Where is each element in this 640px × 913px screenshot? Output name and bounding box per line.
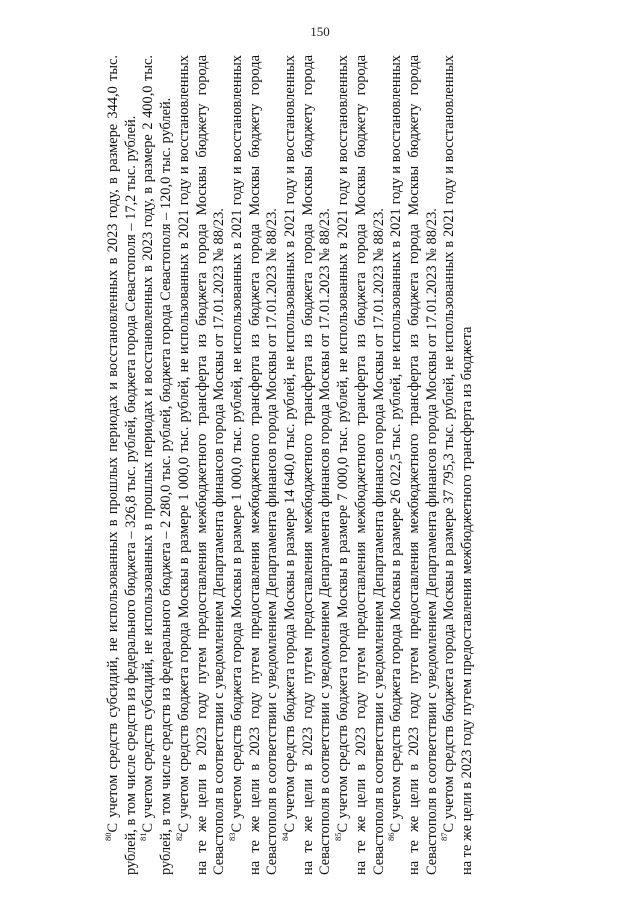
footnote-text: С учетом средств бюджета города Москвы в размере 7 000,0 тыс. рублей, не использованных в 2021 году и восстановленных на те же цели в 2023 году путем предоставления межбюджетного трансферта из бюджета города Москвы бюджету города Севастополя в соответствии с уведомлением Департамента финансов города Москвы от 17.01.2023 № 88/23. bbox=[335, 55, 387, 875]
footnote-86 bbox=[388, 55, 441, 875]
footnote-marker: 87 bbox=[439, 832, 450, 841]
footnotes-block bbox=[105, 55, 477, 875]
footnote-text: С учетом средств бюджета города Москвы в размере 26 022,5 тыс. рублей, не использованных в 2021 году и восстановленных на те же цели в 2023 году путем предоставления межбюджетного трансферта из бюджета города Москвы бюджету города Севастополя в соответствии с уведомлением Департамента финансов города Москвы от 17.01.2023 № 88/23. bbox=[388, 55, 440, 875]
footnote-81 bbox=[140, 55, 175, 875]
footnote-84 bbox=[282, 55, 335, 875]
footnote-83 bbox=[229, 55, 282, 875]
footnote-text: С учетом средств бюджета города Москвы в размере 1 000,0 тыс. рублей, не использованных в 2021 году и восстановленных на те же цели в 2023 году путем предоставления межбюджетного трансферта из бюджета города Москвы бюджету города Севастополя в соответствии с уведомлением Департамента финансов города Москвы от 17.01.2023 № 88/23. bbox=[175, 55, 228, 875]
footnote-80 bbox=[105, 55, 140, 875]
footnote-marker: 82 bbox=[174, 832, 185, 841]
footnote-marker: 83 bbox=[227, 832, 238, 841]
footnote-marker: 81 bbox=[138, 832, 149, 841]
footnote-text: С учетом средств субсидий, не использованных в прошлых периодах и восстановленных в 2023 году, в размере 2 400,0 тыс. рублей, в том числе средств из федерального бюджета – 2 280,0 тыс. рублей, бюджета города Севастополя – 120,0 тыс. рублей. bbox=[140, 55, 175, 875]
footnote-85 bbox=[335, 55, 388, 875]
footnote-text: С учетом средств бюджета города Москвы в размере 37 795,3 тыс. рублей, не использованных в 2021 году и восстановленных на те же цели в 2023 году путем предоставления межбюджетного трансферта из бюджета bbox=[441, 55, 476, 875]
page-number: 150 bbox=[310, 24, 330, 39]
footnote-text: С учетом средств бюджета города Москвы в размере 1 000,0 тыс. рублей, не использованных в 2021 году и восстановленных на те же цели в 2023 году путем предоставления межбюджетного трансферта из бюджета города Москвы бюджету города Севастополя в соответствии с уведомлением Департамента финансов города Москвы от 17.01.2023 № 88/23. bbox=[228, 55, 281, 875]
footnote-text: С учетом средств бюджета города Москвы в размере 14 640,0 тыс. рублей, не использованных в 2021 году и восстановленных на те же цели в 2023 году путем предоставления межбюджетного трансферта из бюджета города Москвы бюджету города Севастополя в соответствии с уведомлением Департамента финансов города Москвы от 17.01.2023 № 88/23. bbox=[282, 55, 334, 875]
footnote-marker: 80 bbox=[103, 832, 114, 841]
footnote-87 bbox=[441, 55, 476, 875]
footnote-82 bbox=[176, 55, 229, 875]
footnote-marker: 85 bbox=[333, 832, 344, 841]
footnote-marker: 86 bbox=[386, 832, 397, 841]
footnote-marker: 84 bbox=[280, 832, 291, 841]
footnote-text: С учетом средств субсидий, не использованных в прошлых периодах и восстановленных в 2023 году, в размере 344,0 тыс. рублей, в том числе средств из федерального бюджета – 326,8 тыс. рублей, бюджета города Севастополя – 17,2 тыс. рублей. bbox=[105, 55, 139, 875]
